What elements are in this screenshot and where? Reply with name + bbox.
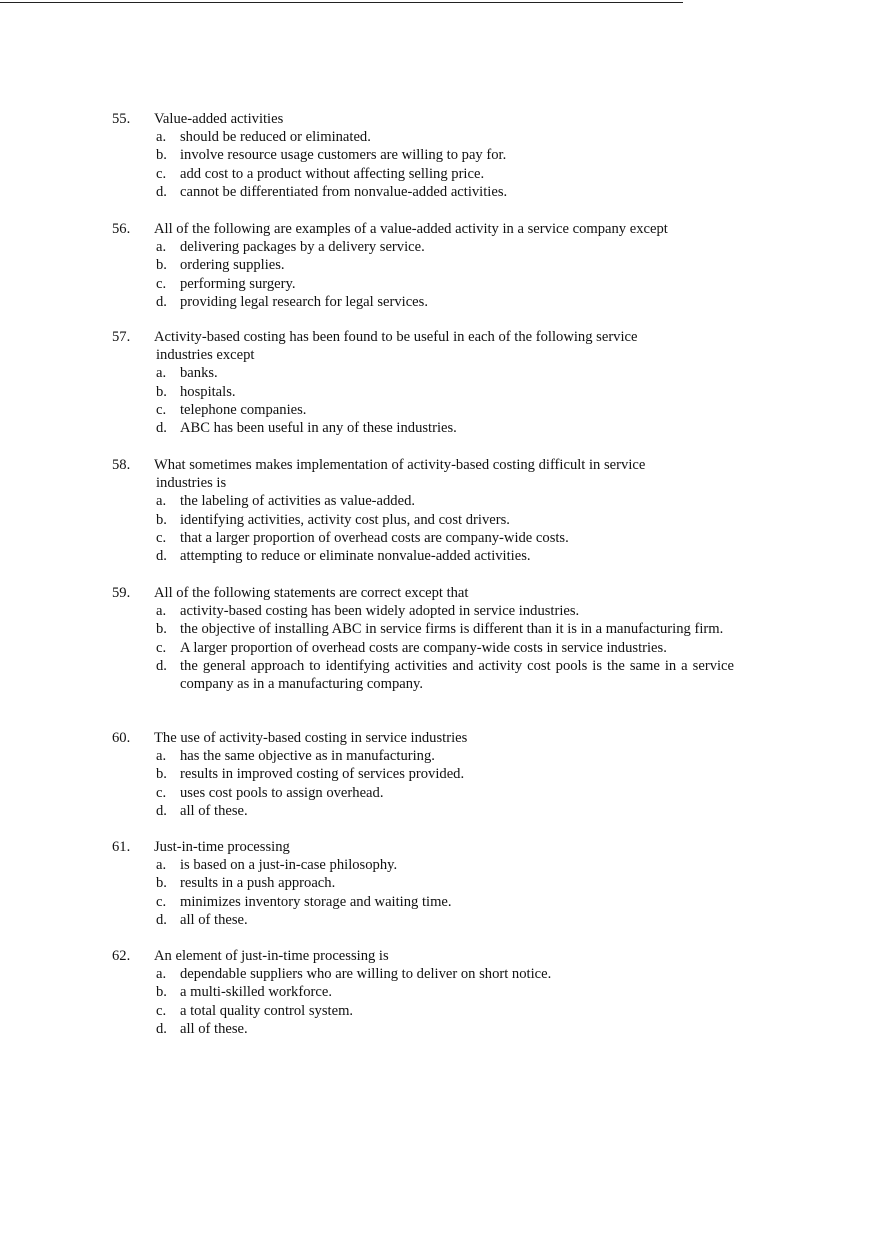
option-c bbox=[156, 165, 752, 183]
option-text: results in improved costing of services provided. bbox=[180, 766, 465, 783]
option-text: activity-based costing has been widely adopted in service industries. bbox=[180, 603, 580, 620]
option-text-continuation: service company as in a manufacturing company. bbox=[180, 657, 734, 693]
option-letter: d. bbox=[156, 911, 167, 928]
option-letter: d. bbox=[156, 183, 167, 200]
option-letter: a. bbox=[156, 493, 167, 510]
question-57 bbox=[112, 328, 752, 437]
header-rule bbox=[0, 2, 683, 3]
option-a bbox=[156, 492, 752, 510]
option-text: results in a push approach. bbox=[180, 875, 336, 892]
option-letter: b. bbox=[156, 147, 167, 164]
option-c bbox=[156, 893, 752, 911]
option-a bbox=[156, 128, 752, 146]
option-a bbox=[156, 856, 752, 874]
option-text: all of these. bbox=[180, 802, 248, 819]
option-text: delivering packages by a delivery service. bbox=[180, 239, 425, 256]
option-text: involve resource usage customers are willing to pay for. bbox=[180, 147, 507, 164]
question-60 bbox=[112, 729, 752, 820]
option-text: ordering supplies. bbox=[180, 257, 285, 274]
option-b bbox=[156, 874, 752, 892]
question-55 bbox=[112, 110, 752, 201]
question-stem: The use of activity-based costing in service industries bbox=[154, 730, 468, 746]
question-number: 62. bbox=[112, 948, 131, 964]
option-d bbox=[156, 1020, 752, 1038]
option-text: attempting to reduce or eliminate nonvalue-added activities. bbox=[180, 548, 531, 565]
option-letter: b. bbox=[156, 257, 167, 274]
option-text-continuation: firm. bbox=[694, 621, 724, 638]
option-letter: a. bbox=[156, 748, 167, 765]
option-text: providing legal research for legal services. bbox=[180, 293, 428, 310]
option-letter: d. bbox=[156, 1020, 167, 1037]
option-letter: c. bbox=[156, 401, 167, 418]
option-d bbox=[156, 547, 752, 565]
option-d bbox=[156, 419, 752, 437]
option-text: should be reduced or eliminated. bbox=[180, 129, 371, 146]
option-text: is based on a just-in-case philosophy. bbox=[180, 857, 398, 874]
question-stem: Value-added activities bbox=[154, 111, 284, 127]
question-number: 60. bbox=[112, 730, 131, 746]
option-d bbox=[156, 911, 752, 929]
option-a bbox=[156, 965, 752, 983]
option-text: a total quality control system. bbox=[180, 1002, 354, 1019]
option-c bbox=[156, 275, 752, 293]
option-letter: b. bbox=[156, 875, 167, 892]
option-text: the labeling of activities as value-added. bbox=[180, 493, 416, 510]
option-text: that a larger proportion of overhead costs are company-wide costs. bbox=[180, 529, 569, 546]
option-letter: c. bbox=[156, 893, 167, 910]
question-stem-continuation: industries is bbox=[156, 475, 227, 492]
option-d bbox=[156, 183, 752, 201]
question-62 bbox=[112, 947, 752, 1038]
option-c bbox=[156, 529, 752, 547]
option-letter: c. bbox=[156, 784, 167, 801]
question-number: 56. bbox=[112, 221, 131, 237]
option-letter: d. bbox=[156, 420, 167, 437]
question-stem-line: Activity-based costing has been found to be useful in each of the following service bbox=[154, 329, 638, 345]
option-text: dependable suppliers who are willing to deliver on short notice. bbox=[180, 966, 552, 983]
option-letter: b. bbox=[156, 383, 167, 400]
option-text: telephone companies. bbox=[180, 401, 307, 418]
question-number: 58. bbox=[112, 457, 131, 473]
option-text: uses cost pools to assign overhead. bbox=[180, 784, 384, 801]
question-stem-line: What sometimes makes implementation of activity-based costing difficult in service bbox=[154, 457, 646, 473]
option-text: ABC has been useful in any of these industries. bbox=[180, 420, 457, 437]
option-b bbox=[156, 511, 752, 529]
option-letter: b. bbox=[156, 511, 167, 528]
option-b bbox=[156, 620, 752, 638]
question-number: 59. bbox=[112, 585, 131, 601]
option-b bbox=[156, 256, 752, 274]
option-text: A larger proportion of overhead costs are company-wide costs in service industries. bbox=[180, 639, 667, 656]
option-a bbox=[156, 602, 752, 620]
question-number: 57. bbox=[112, 329, 131, 345]
option-letter: d. bbox=[156, 548, 167, 565]
option-letter: a. bbox=[156, 239, 167, 256]
option-letter: a. bbox=[156, 129, 167, 146]
option-letter: a. bbox=[156, 966, 167, 983]
option-d bbox=[156, 293, 752, 311]
option-letter: c. bbox=[156, 529, 167, 546]
option-text: performing surgery. bbox=[180, 275, 296, 292]
option-a bbox=[156, 364, 752, 382]
option-text: minimizes inventory storage and waiting time. bbox=[180, 893, 452, 910]
option-text-line: the objective of installing ABC in service firms is different than it is in a manufacturing bbox=[180, 621, 691, 638]
question-56 bbox=[112, 220, 752, 311]
option-c bbox=[156, 784, 752, 802]
question-stem: All of the following statements are correct except that bbox=[154, 585, 469, 601]
option-c bbox=[156, 639, 752, 657]
option-letter: b. bbox=[156, 984, 167, 1001]
option-letter: b. bbox=[156, 621, 167, 638]
question-stem: Just-in-time processing bbox=[154, 839, 290, 855]
option-a bbox=[156, 238, 752, 256]
question-stem: All of the following are examples of a value-added activity in a service company except bbox=[154, 221, 668, 237]
option-letter: c. bbox=[156, 165, 167, 182]
question-59 bbox=[112, 584, 752, 693]
option-letter: c. bbox=[156, 639, 167, 656]
option-text: a multi-skilled workforce. bbox=[180, 984, 332, 1001]
option-text-line: the general approach to identifying activities and activity cost pools is the same in a bbox=[180, 657, 688, 674]
option-letter: d. bbox=[156, 802, 167, 819]
option-text: identifying activities, activity cost plus, and cost drivers. bbox=[180, 511, 510, 528]
option-a bbox=[156, 747, 752, 765]
question-61 bbox=[112, 838, 752, 929]
option-b bbox=[156, 146, 752, 164]
option-text: all of these. bbox=[180, 1020, 248, 1037]
option-letter: c. bbox=[156, 1002, 167, 1019]
question-number: 61. bbox=[112, 839, 131, 855]
option-text: all of these. bbox=[180, 911, 248, 928]
option-letter: a. bbox=[156, 603, 167, 620]
option-letter: c. bbox=[156, 275, 167, 292]
option-text bbox=[180, 620, 734, 638]
question-number: 55. bbox=[112, 111, 131, 127]
option-c bbox=[156, 1002, 752, 1020]
question-stem: An element of just-in-time processing is bbox=[154, 948, 389, 964]
question-stem-continuation: industries except bbox=[156, 347, 255, 364]
option-d bbox=[156, 657, 752, 693]
option-text: has the same objective as in manufacturing. bbox=[180, 748, 435, 765]
option-letter: d. bbox=[156, 293, 167, 310]
option-letter: d. bbox=[156, 657, 167, 674]
option-text: add cost to a product without affecting selling price. bbox=[180, 165, 485, 182]
question-stem bbox=[154, 328, 739, 364]
question-stem bbox=[154, 456, 739, 492]
option-text: banks. bbox=[180, 365, 218, 382]
option-text: hospitals. bbox=[180, 383, 236, 400]
option-d bbox=[156, 802, 752, 820]
option-b bbox=[156, 383, 752, 401]
option-b bbox=[156, 765, 752, 783]
question-58 bbox=[112, 456, 752, 565]
option-text: cannot be differentiated from nonvalue-added activities. bbox=[180, 183, 508, 200]
option-letter: b. bbox=[156, 766, 167, 783]
option-text bbox=[180, 657, 734, 693]
option-b bbox=[156, 983, 752, 1001]
option-letter: a. bbox=[156, 365, 167, 382]
option-letter: a. bbox=[156, 857, 167, 874]
option-c bbox=[156, 401, 752, 419]
